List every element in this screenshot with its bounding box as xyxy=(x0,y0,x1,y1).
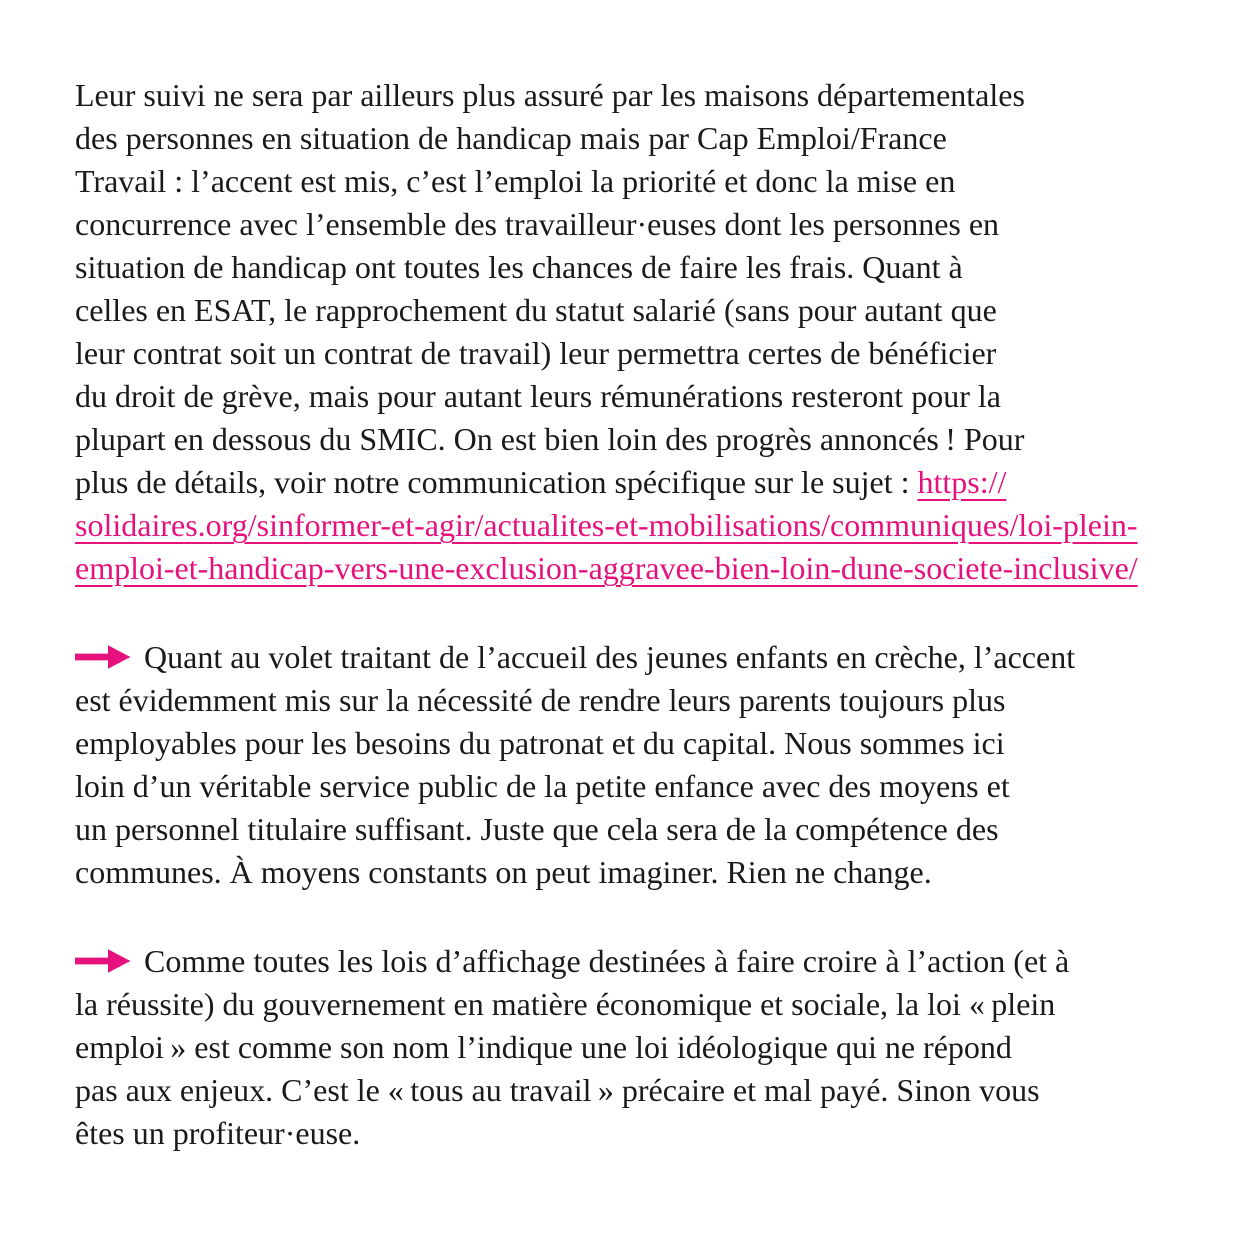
text-segment: situation de handicap ont toutes les chances de faire les frais. Quant à xyxy=(75,249,963,285)
text-line xyxy=(75,1112,1180,1155)
text-line xyxy=(75,289,1180,332)
text-line xyxy=(75,1026,1180,1069)
text-line xyxy=(75,418,1180,461)
text-segment: celles en ESAT, le rapprochement du statut salarié (sans pour autant que xyxy=(75,292,997,328)
text-segment: plupart en dessous du SMIC. On est bien loin des progrès annoncés ! Pour xyxy=(75,421,1025,457)
text-line xyxy=(75,722,1180,765)
text-segment: Leur suivi ne sera par ailleurs plus assuré par les maisons départementales xyxy=(75,77,1025,113)
text-segment: un personnel titulaire suffisant. Juste que cela sera de la compétence des xyxy=(75,811,999,847)
text-line xyxy=(75,1069,1180,1112)
text-line xyxy=(75,765,1180,808)
text-line xyxy=(75,332,1180,375)
text-segment: Travail : l’accent est mis, c’est l’emploi la priorité et donc la mise en xyxy=(75,163,956,199)
arrow-right-icon xyxy=(75,644,131,670)
text-segment: pas aux enjeux. C’est le « tous au travail » précaire et mal payé. Sinon vous xyxy=(75,1072,1040,1108)
text-line xyxy=(75,504,1180,547)
text-segment: est évidemment mis sur la nécessité de rendre leurs parents toujours plus xyxy=(75,682,1006,718)
text-segment: la réussite) du gouvernement en matière économique et sociale, la loi « plein xyxy=(75,986,1056,1022)
article-link[interactable]: emploi-et-handicap-vers-une-exclusion-aggravee-bien-loin-dune-societe-inclusive/ xyxy=(75,550,1138,586)
text-segment: employables pour les besoins du patronat et du capital. Nous sommes ici xyxy=(75,725,1005,761)
text-segment: concurrence avec l’ensemble des travailleur·euses dont les personnes en xyxy=(75,206,1000,242)
paragraph xyxy=(75,940,1180,1155)
text-line xyxy=(75,679,1180,722)
text-line xyxy=(75,160,1180,203)
text-line xyxy=(75,461,1180,504)
text-line xyxy=(75,203,1180,246)
text-segment: des personnes en situation de handicap mais par Cap Emploi/France xyxy=(75,120,947,156)
article-link[interactable]: solidaires.org/sinformer-et-agir/actualites-et-mobilisations/communiques/loi-plein- xyxy=(75,507,1138,543)
text-segment: êtes un profiteur·euse. xyxy=(75,1115,361,1151)
article-link[interactable]: https:// xyxy=(917,464,1007,500)
text-line xyxy=(75,246,1180,289)
paragraph xyxy=(75,636,1180,894)
text-segment: Quant au volet traitant de l’accueil des jeunes enfants en crèche, l’accent xyxy=(144,639,1076,675)
text-segment: du droit de grève, mais pour autant leurs rémunérations resteront pour la xyxy=(75,378,1001,414)
text-segment: leur contrat soit un contrat de travail) leur permettra certes de bénéficier xyxy=(75,335,997,371)
text-segment: plus de détails, voir notre communication spécifique sur le sujet : xyxy=(75,464,918,500)
text-line xyxy=(75,547,1180,590)
paragraph xyxy=(75,74,1180,590)
text-segment: loin d’un véritable service public de la petite enfance avec des moyens et xyxy=(75,768,1010,804)
text-line xyxy=(75,808,1180,851)
text-line xyxy=(75,636,1180,679)
article-text xyxy=(75,74,1180,1155)
text-line xyxy=(75,117,1180,160)
text-line xyxy=(75,983,1180,1026)
text-segment: communes. À moyens constants on peut imaginer. Rien ne change. xyxy=(75,854,932,890)
text-segment: Comme toutes les lois d’affichage destinées à faire croire à l’action (et à xyxy=(144,943,1070,979)
text-segment: emploi » est comme son nom l’indique une loi idéologique qui ne répond xyxy=(75,1029,1012,1065)
text-line xyxy=(75,940,1180,983)
text-line xyxy=(75,74,1180,117)
arrow-right-icon xyxy=(75,948,131,974)
text-line xyxy=(75,851,1180,894)
text-line xyxy=(75,375,1180,418)
